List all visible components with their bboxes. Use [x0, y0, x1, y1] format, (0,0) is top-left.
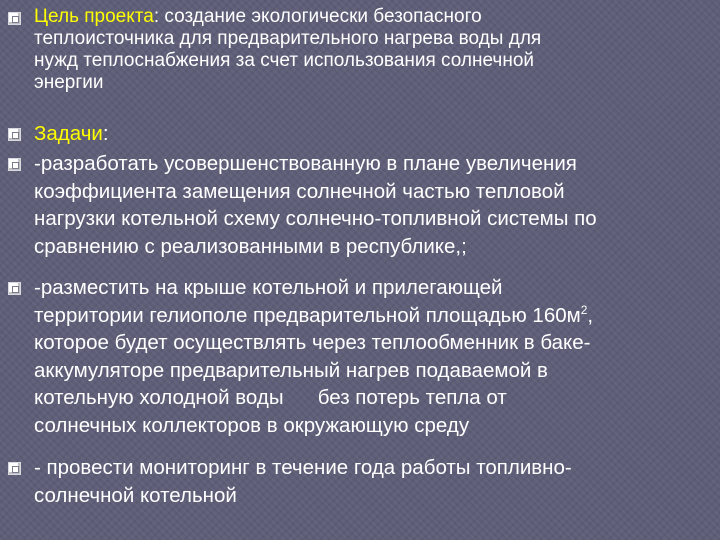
task-1-line: коэффициента замещения солнечной частью тепловой: [34, 179, 565, 203]
task-2-area-superscript: 2: [580, 302, 588, 317]
task-2-line: -разместить на крыше котельной и прилегающей: [34, 276, 503, 299]
goal-line: энергии: [34, 72, 104, 93]
task-2-line: аккумуляторе предварительный нагрев подаваемой в: [34, 358, 548, 382]
square-bullet-icon: [8, 12, 21, 25]
tasks-label: Задачи: [34, 122, 103, 145]
square-bullet-icon: [8, 462, 21, 475]
goal-label: Цель проекта: [34, 6, 154, 27]
task-2-line: солнечных коллекторов в окружающую среду: [34, 413, 470, 437]
square-bullet-icon: [8, 128, 21, 141]
task-1-line: нагрузки котельной схему солнечно-топливной системы по: [34, 207, 597, 231]
tasks-colon: :: [102, 122, 109, 145]
task-1-line: сравнению с реализованными в республике,;: [34, 234, 467, 258]
task-1-line: -разработать усовершенствованную в плане увеличения: [34, 152, 577, 175]
task-2-text: [34, 274, 706, 440]
square-bullet-icon: [8, 158, 21, 171]
task-2-area-end: ,: [587, 303, 594, 327]
task-2-area-line: территории гелиополе предварительной площадью 160м: [34, 303, 581, 327]
tasks-heading: [34, 120, 706, 148]
task-1-text: [34, 150, 706, 260]
goal-line: : создание экологически безопасного: [153, 6, 482, 27]
task-3-line: - провести мониторинг в течение года работы топливно-: [34, 456, 572, 479]
task-3-line: солнечной котельной: [34, 483, 237, 507]
square-bullet-icon: [8, 282, 21, 295]
goal-line: теплоисточника для предварительного нагрева воды для: [34, 28, 542, 49]
task-2-line: которое будет осуществлять через теплообменник в баке-: [34, 331, 591, 355]
task-3-text: [34, 454, 706, 509]
goal-text: [34, 6, 706, 94]
goal-line: нужд теплоснабжения за счет использования солнечной: [34, 50, 535, 71]
task-2-line: котельную холодной воды без потерь тепла от: [34, 386, 507, 410]
